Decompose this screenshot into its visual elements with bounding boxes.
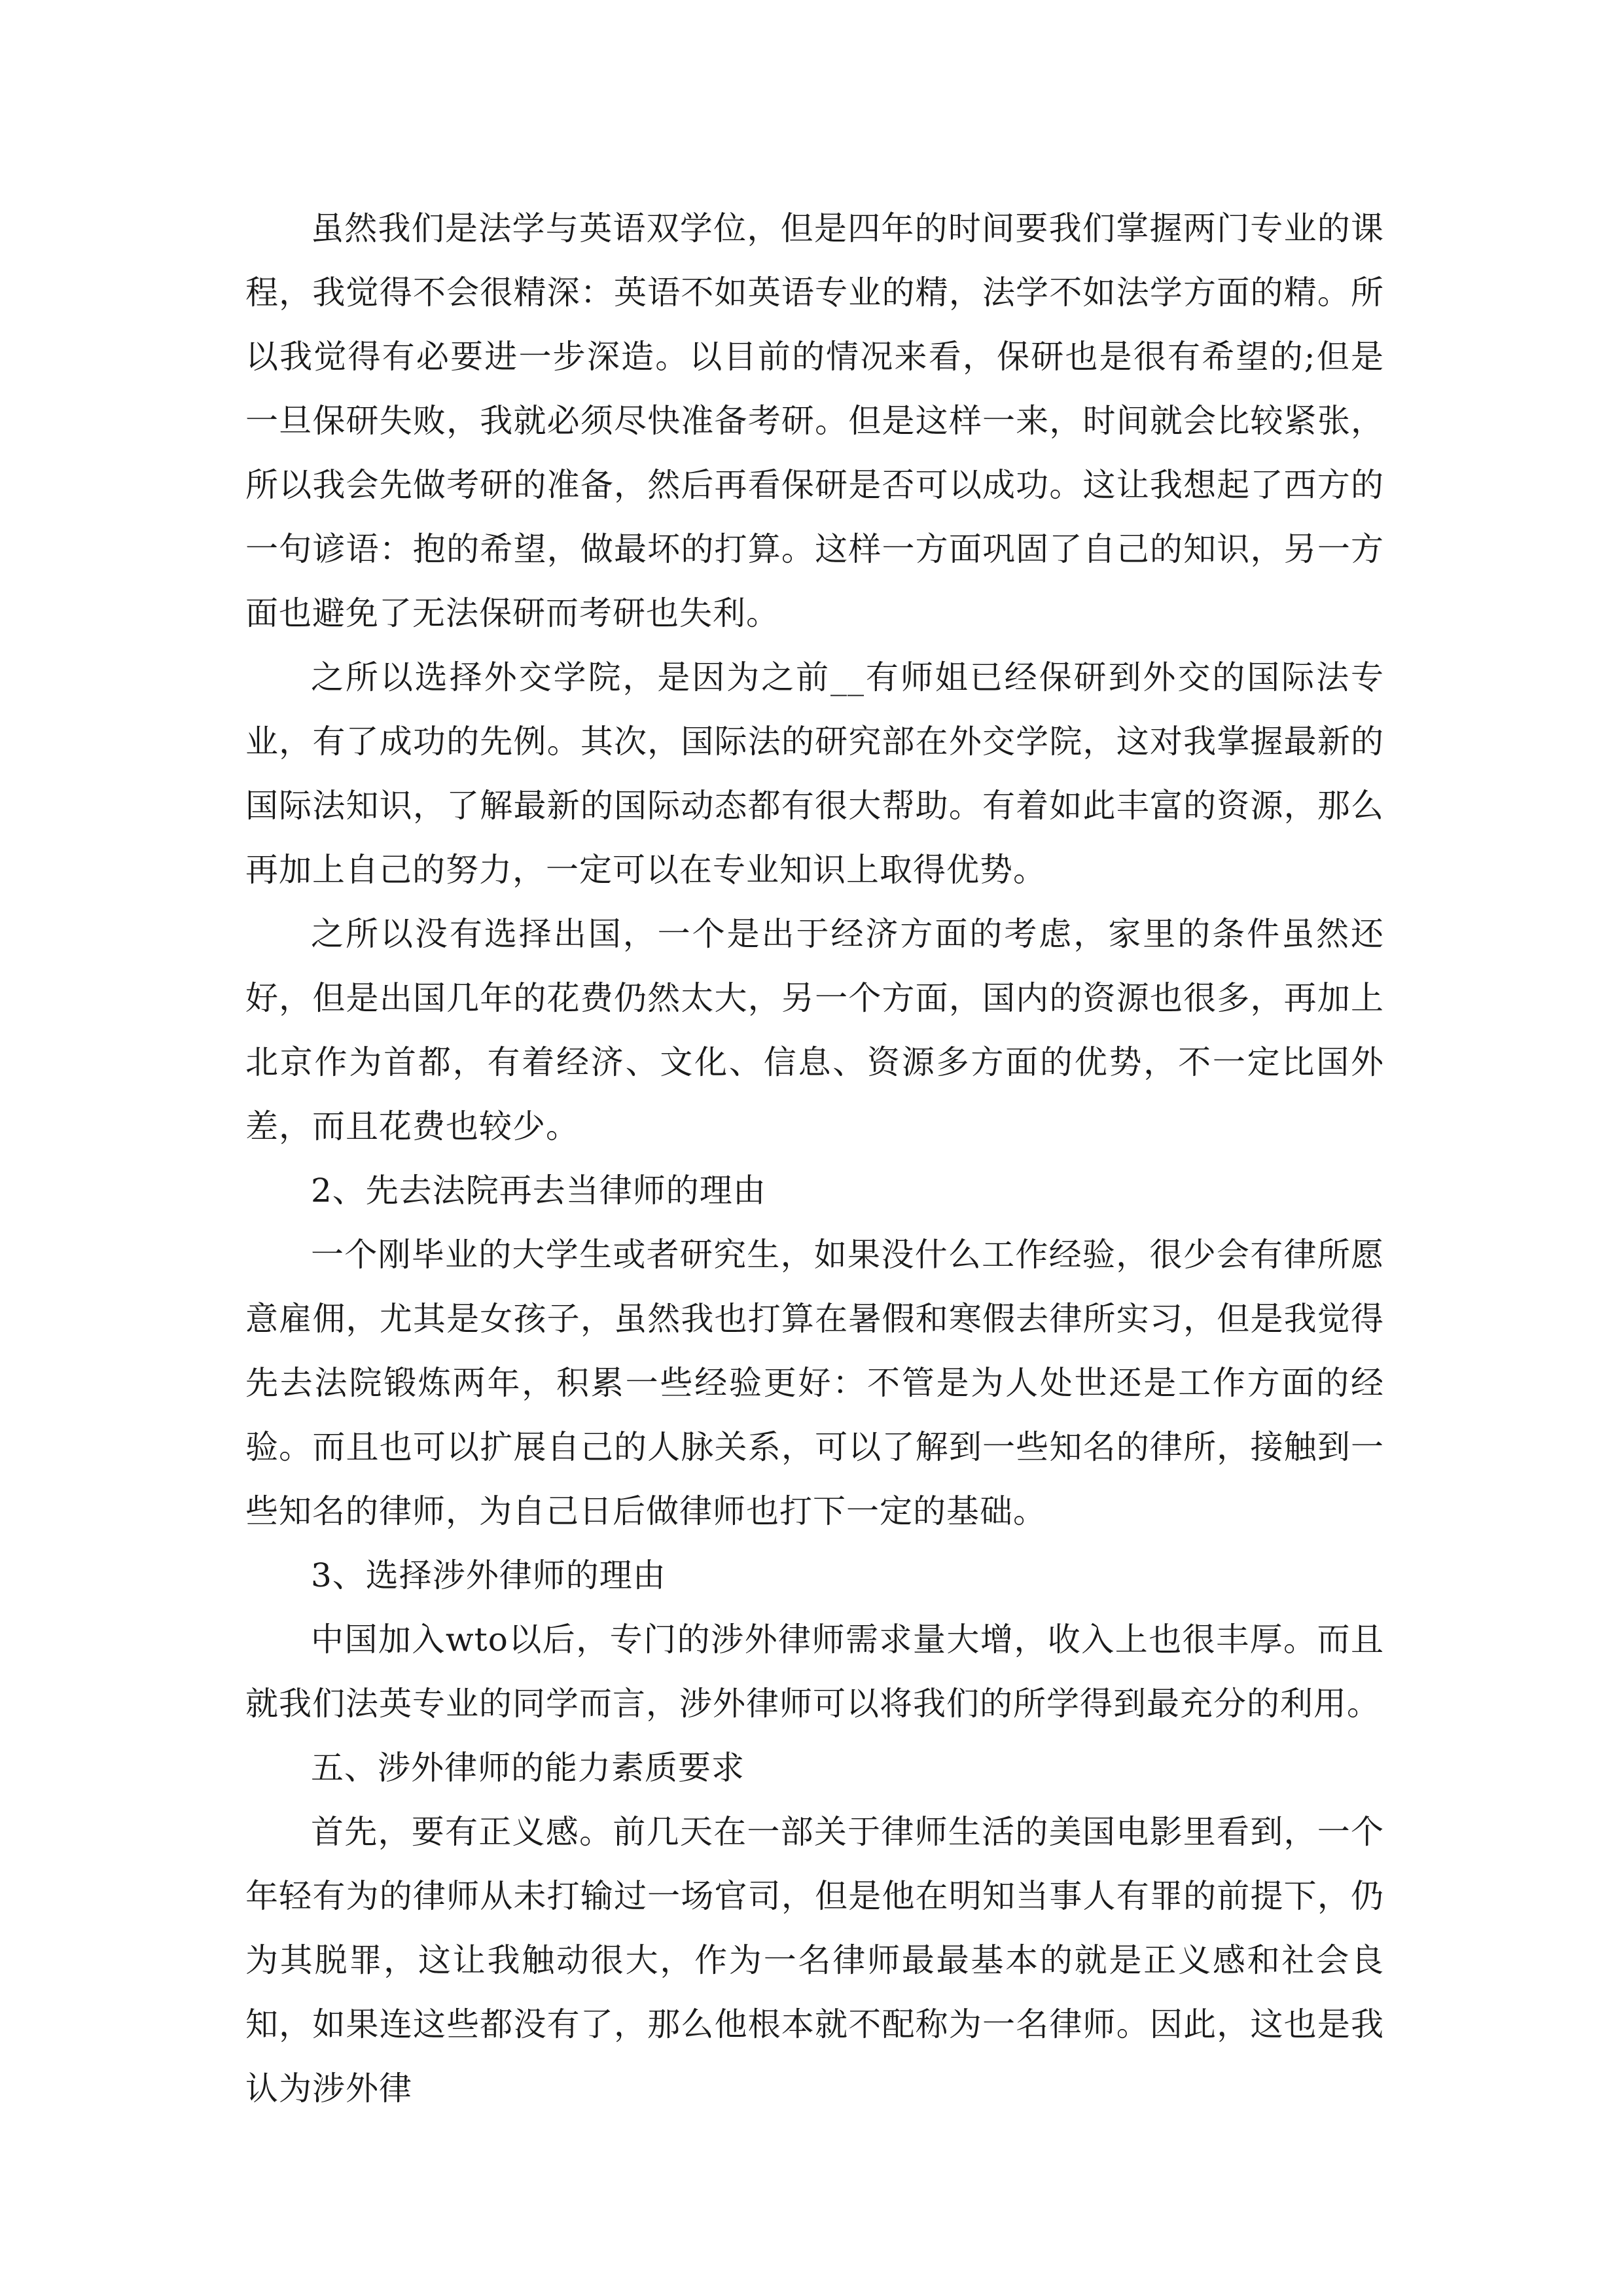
section-heading-court-first: 2、先去法院再去当律师的理由 [311,1172,766,1210]
paragraph-justice: 首先，要有正义感。前几天在一部关于律师生活的美国电影里看到，一个年轻有为的律师从未打输过一场官司，但是他在明知当事人有罪的前提下，仍为其脱罪，这让我触动很大，作为一名律师最最基本的就是正义感和社会良知，如果连这些都没有了，那么他根本就不配称为一名律师。因此，这也是我认为涉外律 [245,1813,1384,2108]
paragraph-double-degree: 虽然我们是法学与英语双学位，但是四年的时间要我们掌握两门专业的课程，我觉得不会很精深：英语不如英语专业的精，法学不如法学方面的精。所以我觉得有必要进一步深造。以目前的情况来看，保研也是很有希望的;但是一旦保研失败，我就必须尽快准备考研。但是这样一来，时间就会比较紧张，所以我会先做考研的准备，然后再看保研是否可以成功。这让我想起了西方的一句谚语：抱的希望，做最坏的打算。这样一方面巩固了自己的知识，另一方面也避免了无法保研而考研也失利。 [245,209,1384,632]
paragraph-why-foreign-affairs-university: 之所以选择外交学院，是因为之前__有师姐已经保研到外交的国际法专业，有了成功的先例。其次，国际法的研究部在外交学院，这对我掌握最新的国际法知识，了解最新的国际动态都有很大帮助。有着如此丰富的资源，那么再加上自己的努力，一定可以在专业知识上取得优势。 [245,658,1384,889]
section-heading-foreign-lawyer: 3、选择涉外律师的理由 [311,1556,666,1594]
paragraph-why-not-abroad: 之所以没有选择出国，一个是出于经济方面的考虑，家里的条件虽然还好，但是出国几年的花费仍然太大，另一个方面，国内的资源也很多，再加上北京作为首都，有着经济、文化、信息、资源多方面的优势，不一定比国外差，而且花费也较少。 [245,915,1384,1145]
paragraph-court-first: 一个刚毕业的大学生或者研究生，如果没什么工作经验，很少会有律所愿意雇佣，尤其是女孩子，虽然我也打算在暑假和寒假去律所实习，但是我觉得先去法院锻炼两年，积累一些经验更好：不管是为人处世还是工作方面的经验。而且也可以扩展自己的人脉关系，可以了解到一些知名的律所，接触到一些知名的律师，为自己日后做律师也打下一定的基础。 [245,1236,1384,1530]
document-body [245,196,1384,2121]
section-heading-requirements: 五、涉外律师的能力素质要求 [311,1749,745,1787]
paragraph-foreign-lawyer: 中国加入wto以后，专门的涉外律师需求量大增，收入上也很丰厚。而且就我们法英专业的同学而言，涉外律师可以将我们的所学得到最充分的利用。 [245,1621,1384,1723]
